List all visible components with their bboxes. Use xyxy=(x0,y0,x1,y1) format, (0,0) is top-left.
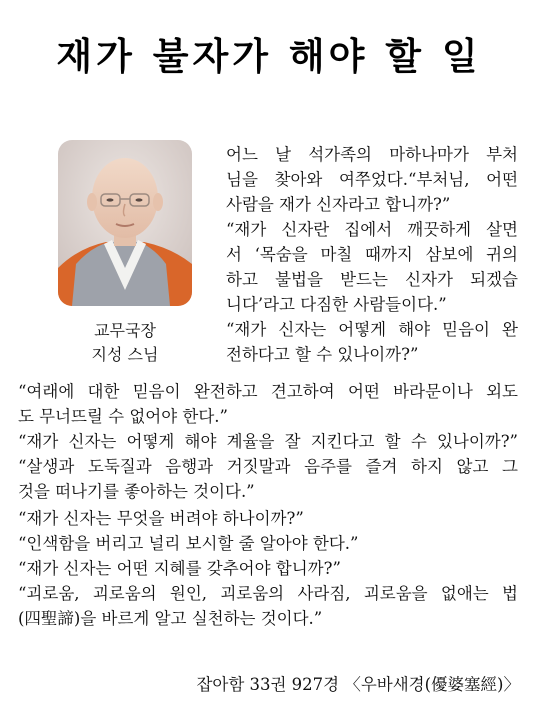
body-line: (四聖諦)을 바르게 알고 실천하는 것이다.” xyxy=(18,609,323,628)
body-line: 님을 찾아와 여쭈었다.“부처님, 어떤 xyxy=(226,170,518,189)
body-line: 사람을 재가 신자라고 합니까?” xyxy=(226,195,451,214)
article-title: 재가 불자가 해야 할 일 xyxy=(56,35,482,78)
body-line: “인색함을 버리고 널리 보시할 줄 알아야 한다.” xyxy=(18,534,359,553)
author-position: 교무국장 xyxy=(94,321,156,340)
body-line: “여래에 대한 믿음이 완전하고 견고하여 어떤 바라문이나 외도 xyxy=(18,382,518,401)
body-line: 니다’라고 다짐한 사람들이다.” xyxy=(226,295,447,314)
source-citation: 잡아함 33권 927경 〈우바새경(優婆塞經)〉 xyxy=(196,675,520,694)
author-name: 지성 스님 xyxy=(91,345,159,364)
body-line: 전하다고 할 수 있나이까?” xyxy=(226,345,419,364)
body-line: “살생과 도둑질과 음행과 거짓말과 음주를 즐겨 하지 않고 그 xyxy=(18,457,518,476)
body-line: 서 ‘목숨을 마칠 때까지 삼보에 귀의 xyxy=(226,245,518,264)
author-photo xyxy=(58,140,192,306)
body-line: 하고 불법을 받드는 신자가 되겠습 xyxy=(226,270,518,289)
body-line: “괴로움, 괴로움의 원인, 괴로움의 사라짐, 괴로움을 없애는 법 xyxy=(18,584,518,603)
body-line: 도 무너뜨릴 수 없어야 한다.” xyxy=(18,407,228,426)
body-line: “재가 신자는 어떻게 해야 믿음이 완 xyxy=(226,320,518,339)
body-line: “재가 신자란 집에서 깨끗하게 살면 xyxy=(226,220,518,239)
body-line: “재가 신자는 어떻게 해야 계율을 잘 지킨다고 할 수 있나이까?” xyxy=(18,432,518,451)
body-line: 어느 날 석가족의 마하나마가 부처 xyxy=(226,145,518,164)
body-line: “재가 신자는 어떤 지혜를 갖추어야 합니까?” xyxy=(18,559,341,578)
body-line: “재가 신자는 무엇을 버려야 하나이까?” xyxy=(18,509,304,528)
body-line: 것을 떠나기를 좋아하는 것이다.” xyxy=(18,482,255,501)
